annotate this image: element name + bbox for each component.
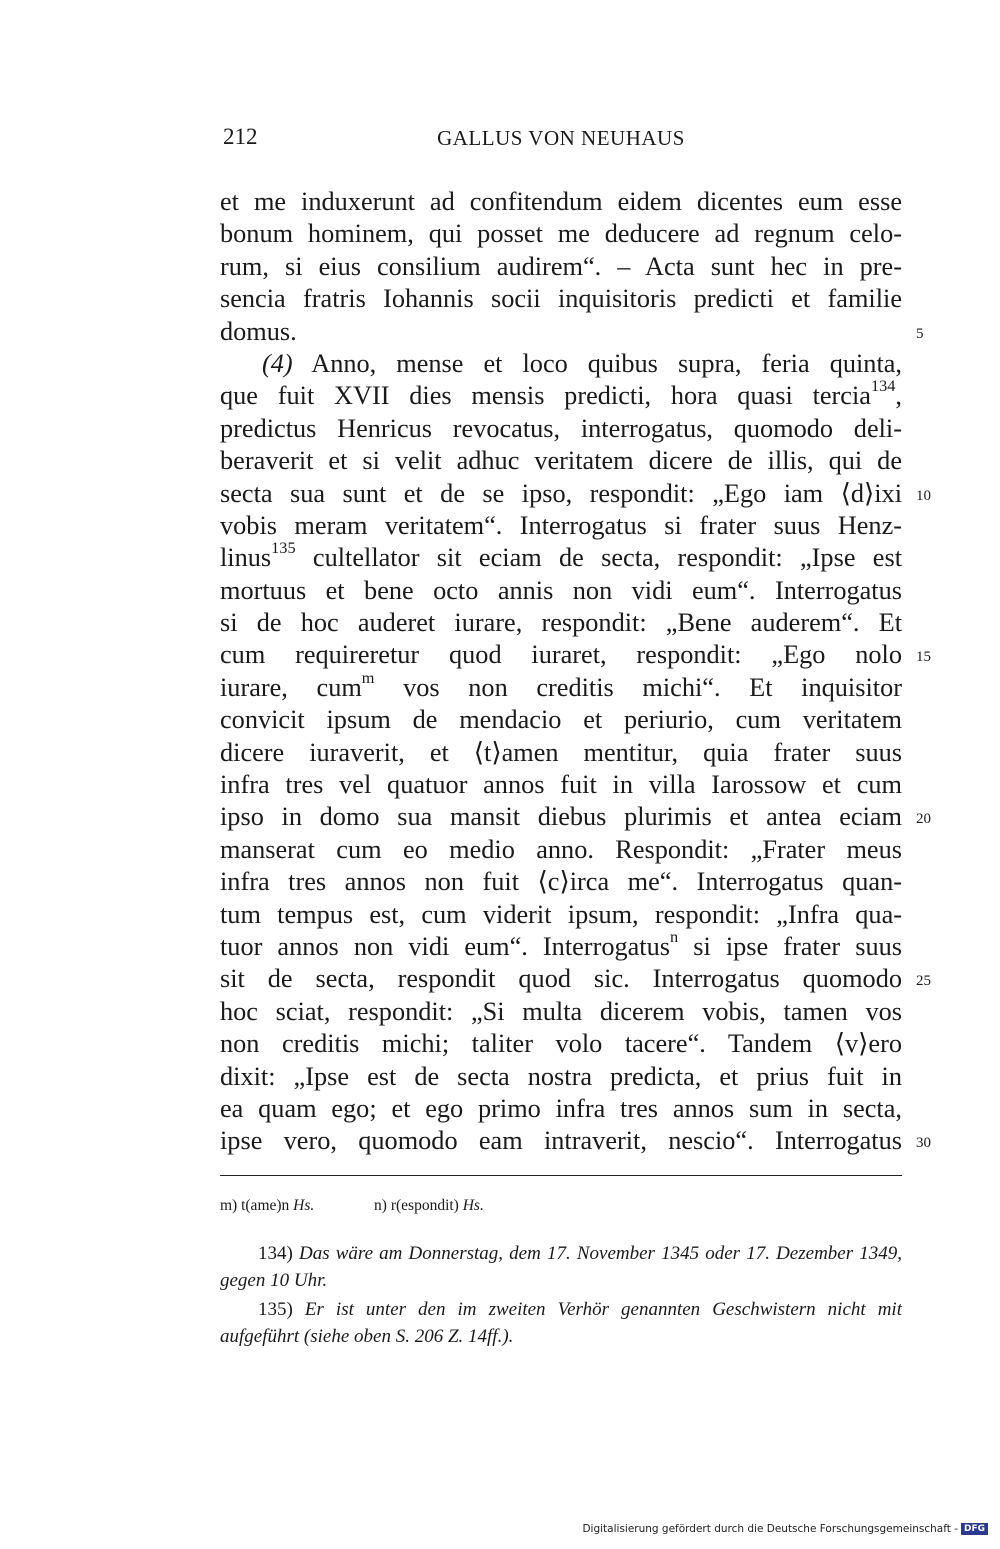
text-line xyxy=(220,996,902,1028)
text-line xyxy=(220,316,924,348)
text-line xyxy=(220,575,902,607)
text-line xyxy=(220,348,902,380)
digitization-credit xyxy=(582,1523,988,1535)
line-text: ipso in domo sua mansit diebus plurimis et antea eciam xyxy=(220,802,902,832)
line-text: rum, si eius consilium audirem“. – Acta sunt hec in pre- xyxy=(220,251,902,281)
variant-m-siglum: Hs. xyxy=(293,1197,315,1214)
line-number: 5 xyxy=(916,325,924,342)
main-text xyxy=(220,186,931,1158)
line-text: iurare, cum xyxy=(220,672,362,702)
text-line xyxy=(220,1061,902,1093)
text-line xyxy=(220,1093,902,1125)
line-number: 25 xyxy=(916,973,931,990)
text-line xyxy=(220,704,902,736)
section-number: (4) xyxy=(262,348,293,378)
line-text-continued: cultellator sit eciam de secta, respondit: „Ipse est xyxy=(295,543,902,573)
line-text: infra tres annos non fuit ⟨c⟩irca me“. Interrogatus quan- xyxy=(220,867,902,897)
note-reference: 134 xyxy=(870,376,896,396)
line-text: ea quam ego; et ego primo infra tres annos sum in secta, xyxy=(220,1093,902,1123)
line-text: dicere iuraverit, et ⟨t⟩amen mentitur, quia frater suus xyxy=(220,737,902,767)
line-text: non creditis michi; taliter volo tacere“. Tandem ⟨v⟩ero xyxy=(220,1029,902,1059)
text-line xyxy=(220,186,902,218)
dfg-logo: DFG xyxy=(961,1523,988,1535)
line-text: mortuus et bene octo annis non vidi eum“. Interrogatus xyxy=(220,575,902,605)
line-text: hoc sciat, respondit: „Si multa dicerem vobis, tamen vos xyxy=(220,996,902,1026)
line-text: tum tempus est, cum viderit ipsum, respondit: „Infra qua- xyxy=(220,899,902,929)
text-line xyxy=(220,510,902,542)
line-number: 20 xyxy=(916,811,931,828)
line-text: manserat cum eo medio anno. Respondit: „Frater meus xyxy=(220,834,902,864)
variant-m-label: m) xyxy=(220,1197,238,1214)
line-number: 30 xyxy=(916,1135,931,1152)
text-line xyxy=(220,769,902,801)
text-line xyxy=(220,445,902,477)
text-line xyxy=(220,376,902,412)
line-text-continued: si ipse frater suus xyxy=(678,931,902,961)
variant-n-siglum: Hs. xyxy=(462,1197,484,1214)
note-reference: 135 xyxy=(271,538,296,558)
line-text: Anno, mense et loco quibus supra, feria quinta, xyxy=(311,348,902,378)
line-number: 10 xyxy=(916,487,931,504)
footnote-text: Das wäre am Donnerstag, dem 17. November 1345 oder 17. Dezember 1349, gegen 10 Uhr. xyxy=(220,1243,903,1291)
line-text: ipse vero, quomodo eam intraverit, nescio“. Interrogatus xyxy=(220,1126,902,1156)
credit-text: Digitalisierung gefördert durch die Deutsche Forschungsgemeinschaft - xyxy=(582,1523,958,1535)
text-line xyxy=(220,801,931,833)
line-text: convicit ipsum de mendacio et periurio, cum veritatem xyxy=(220,705,902,735)
text-line xyxy=(220,413,902,445)
footnotes xyxy=(220,1240,902,1352)
line-text: cum requireretur quod iuraret, respondit: „Ego nolo xyxy=(220,640,902,670)
footnote-number: 134) xyxy=(258,1243,293,1264)
text-line xyxy=(220,283,902,315)
running-head xyxy=(220,124,902,158)
line-text: secta sua sunt et de se ipso, respondit: „Ego iam ⟨d⟩ixi xyxy=(220,478,902,508)
footnote-135 xyxy=(220,1296,902,1350)
note-reference: m xyxy=(361,667,375,687)
footnote-text: Er ist unter den im zweiten Verhör genannten Geschwistern nicht mit aufgeführt (siehe oben S. 206 Z. 14ff.). xyxy=(220,1299,902,1347)
text-line xyxy=(220,478,931,510)
line-text: bonum hominem, qui posset me deducere ad regnum celo- xyxy=(220,219,902,249)
line-text-continued: vos non creditis michi“. Et inquisitor xyxy=(374,672,902,702)
text-line xyxy=(220,667,902,704)
text-line xyxy=(220,1125,931,1157)
variant-n-text: r(espondit) xyxy=(390,1197,459,1214)
variant-n-label: n) xyxy=(374,1197,387,1214)
line-text: et me induxerunt ad confitendum eidem dicentes eum esse xyxy=(220,187,902,216)
line-text: sit de secta, respondit quod sic. Interrogatus quomodo xyxy=(220,964,902,994)
text-line xyxy=(220,866,902,898)
variant-notes xyxy=(220,1197,484,1215)
line-text: domus. xyxy=(220,316,297,346)
text-line xyxy=(220,639,931,671)
line-text: si de hoc auderet iurare, respondit: „Bene auderem“. Et xyxy=(220,608,902,638)
note-reference: n xyxy=(669,926,679,946)
text-line xyxy=(220,737,902,769)
page-number: 212 xyxy=(223,124,258,149)
text-line xyxy=(220,963,931,995)
line-text: linus xyxy=(220,543,272,573)
text-line xyxy=(220,538,902,574)
line-text: dixit: „Ipse est de secta nostra predicta, et prius fuit in xyxy=(220,1061,902,1091)
line-text-continued: , xyxy=(895,381,902,411)
footnote-134 xyxy=(220,1240,902,1294)
line-text: tuor annos non vidi eum“. Interrogatus xyxy=(220,931,670,961)
text-line xyxy=(220,899,902,931)
line-text: infra tres vel quatuor annos fuit in villa Iarossow et cum xyxy=(220,770,902,800)
text-line xyxy=(220,218,902,250)
line-text: predictus Henricus revocatus, interrogatus, quomodo deli- xyxy=(220,413,902,443)
footnote-number: 135) xyxy=(258,1299,293,1320)
footnote-rule xyxy=(220,1175,902,1176)
text-line xyxy=(220,607,902,639)
line-text: beraverit et si velit adhuc veritatem dicere de illis, qui de xyxy=(220,446,902,476)
text-line xyxy=(220,834,902,866)
line-text: vobis meram veritatem“. Interrogatus si frater suus Henz- xyxy=(220,510,902,540)
line-text: que fuit XVII dies mensis predicti, hora quasi tercia xyxy=(220,381,871,411)
variant-m-text: t(ame)n xyxy=(241,1197,290,1214)
running-title: GALLUS VON NEUHAUS xyxy=(437,126,685,150)
text-line xyxy=(220,1028,902,1060)
text-line xyxy=(220,251,902,283)
line-text: sencia fratris Iohannis socii inquisitoris predicti et familie xyxy=(220,284,902,314)
line-number: 15 xyxy=(916,649,931,666)
text-line xyxy=(220,926,902,963)
